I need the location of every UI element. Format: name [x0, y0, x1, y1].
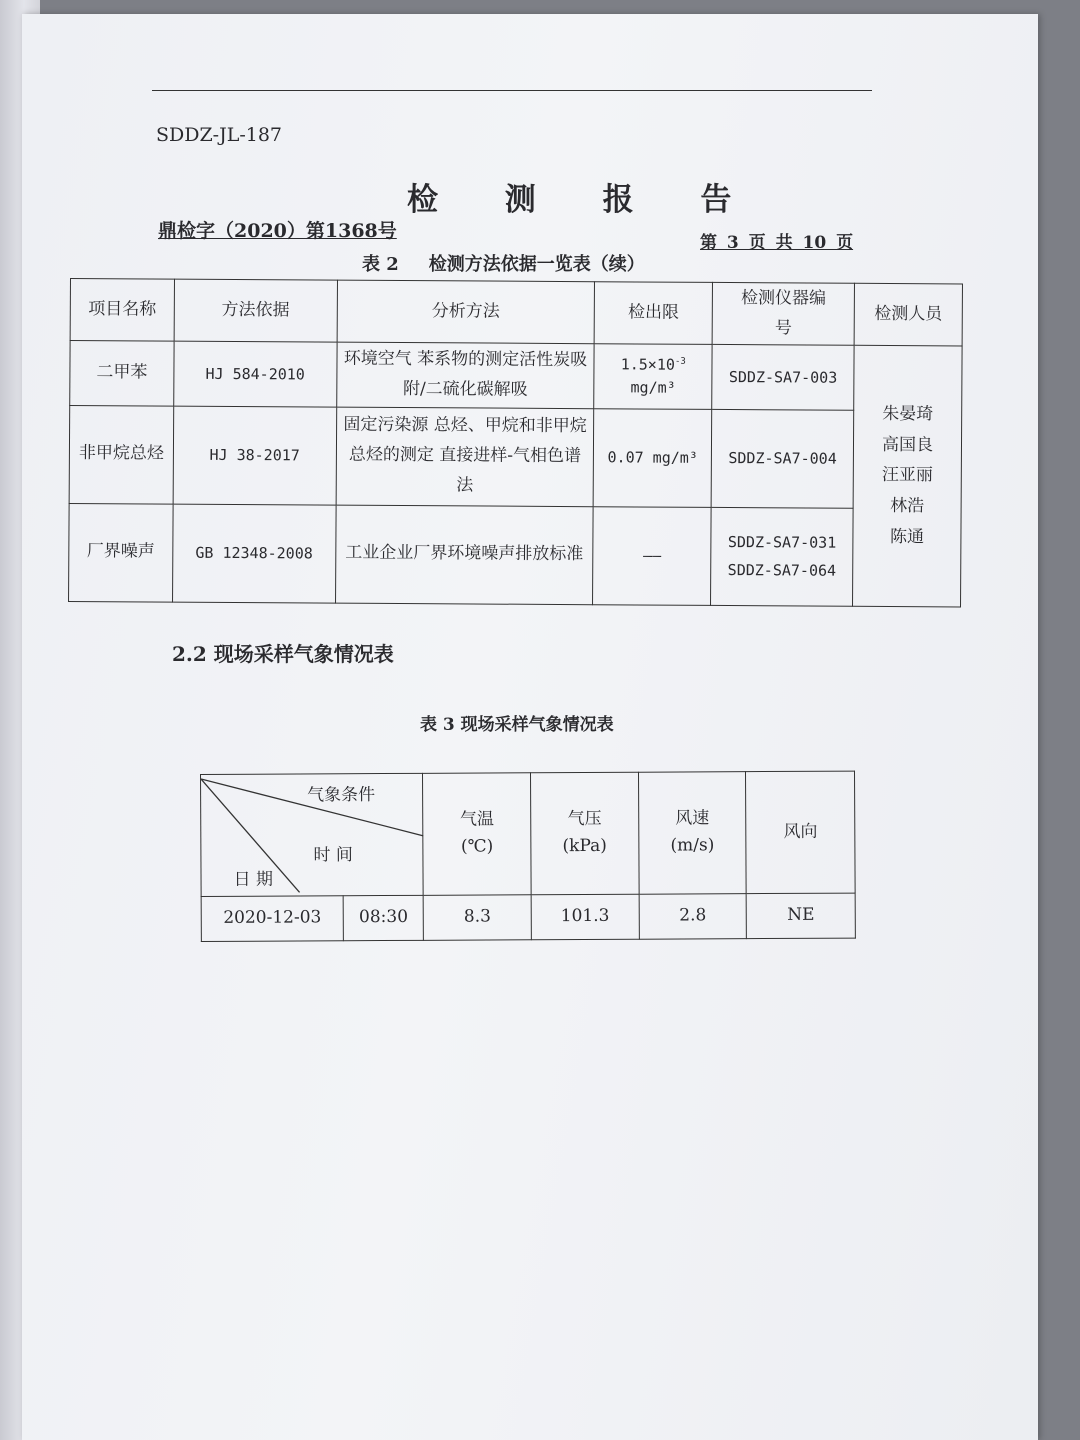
header-name: 风速: [675, 808, 710, 829]
item-name: 二甲苯: [70, 341, 174, 406]
diagonal-header-cell: [201, 773, 424, 896]
instrument-id: SDDZ-SA7-004: [711, 409, 853, 508]
instrument-id-list: [711, 507, 853, 606]
document-code: SDDZ-JL-187: [156, 124, 283, 146]
method-basis: HJ 584-2010: [174, 341, 337, 406]
header-rule: [152, 90, 872, 91]
personnel-name: 高国良: [881, 434, 934, 456]
wind-direction-cell: NE: [746, 893, 855, 939]
analysis-method: 固定污染源 总烃、甲烷和非甲烷总烃的测定 直接进样-气相色谱法: [336, 407, 594, 507]
header-cell: 项目名称: [70, 279, 174, 342]
instrument-id: SDDZ-SA7-031: [727, 532, 837, 552]
diag-label-condition: 气象条件: [307, 785, 376, 806]
table2-caption: [362, 250, 645, 276]
header-cell: [746, 771, 855, 893]
header-cell: [423, 773, 531, 895]
method-basis: GB 12348-2008: [172, 504, 335, 603]
method-basis: HJ 38-2017: [173, 406, 336, 505]
table-row: [70, 341, 962, 411]
detection-limit-unit: mg/m³: [630, 378, 676, 397]
analysis-method: 工业企业厂界环境噪声排放标准: [335, 505, 593, 605]
report-title: 检 测 报 告: [407, 182, 760, 218]
table3-caption: 表 3 现场采样气象情况表: [420, 715, 614, 735]
report-number: 鼎检字（2020）第1368号: [158, 220, 397, 242]
diag-label-date: 日 期: [233, 869, 274, 890]
header-unit: (kPa): [562, 836, 607, 857]
diag-label-time: 时 间: [313, 845, 353, 866]
table-header-row: [70, 279, 962, 346]
instrument-id: SDDZ-SA7-064: [727, 561, 837, 580]
item-name: 非甲烷总烃: [69, 405, 173, 504]
table2-caption-number: 表 2: [362, 254, 399, 275]
header-cell: [530, 772, 638, 894]
header-cell: 检出限: [594, 282, 712, 345]
time-cell: 08:30: [343, 895, 423, 941]
header-unit: (m/s): [670, 835, 715, 856]
table-row: [69, 405, 962, 508]
header-name: 气温: [459, 809, 494, 830]
detection-limit-exponent: -3: [674, 356, 686, 368]
weather-table: [200, 771, 856, 942]
wind-speed-cell: 2.8: [639, 894, 747, 940]
detection-limit: 0.07 mg/m³: [593, 408, 712, 507]
detection-limit-value: 1.5×10: [620, 355, 675, 374]
date-cell: 2020-12-03: [201, 896, 343, 942]
item-name: 厂界噪声: [69, 503, 173, 602]
table-row: [201, 893, 855, 942]
page-indicator: 第 3 页 共 10 页: [700, 233, 854, 253]
header-name: 风向: [783, 821, 818, 842]
weather-header-row: [201, 771, 856, 896]
personnel-name: 陈通: [889, 526, 925, 547]
instrument-id: SDDZ-SA7-003: [712, 344, 854, 409]
header-unit: (℃): [460, 836, 494, 858]
header-cell: 检测人员: [854, 283, 962, 346]
header-cell: [638, 772, 746, 894]
table2-caption-title: 检测方法依据一览表（续）: [428, 254, 645, 275]
header-name: 气压: [567, 809, 602, 830]
section-heading: 2.2 现场采样气象情况表: [172, 642, 394, 666]
detection-limit: [594, 344, 712, 409]
pressure-cell: 101.3: [531, 894, 639, 940]
document-page: [22, 14, 1038, 1440]
method-basis-table: [68, 278, 963, 607]
personnel-name: 朱晏琦: [882, 404, 934, 425]
detection-limit: ——: [593, 506, 712, 605]
analysis-method: 环境空气 苯系物的测定活性炭吸附/二硫化碳解吸: [336, 342, 594, 408]
header-cell: 分析方法: [337, 280, 595, 344]
header-cell: 方法依据: [174, 279, 337, 342]
personnel-name: 汪亚丽: [881, 465, 933, 486]
personnel-name: 林浩: [890, 496, 925, 517]
personnel-cell: [853, 345, 962, 606]
temperature-cell: 8.3: [424, 895, 532, 941]
table-row: [69, 503, 962, 606]
header-cell: 检测仪器编号: [712, 282, 854, 345]
